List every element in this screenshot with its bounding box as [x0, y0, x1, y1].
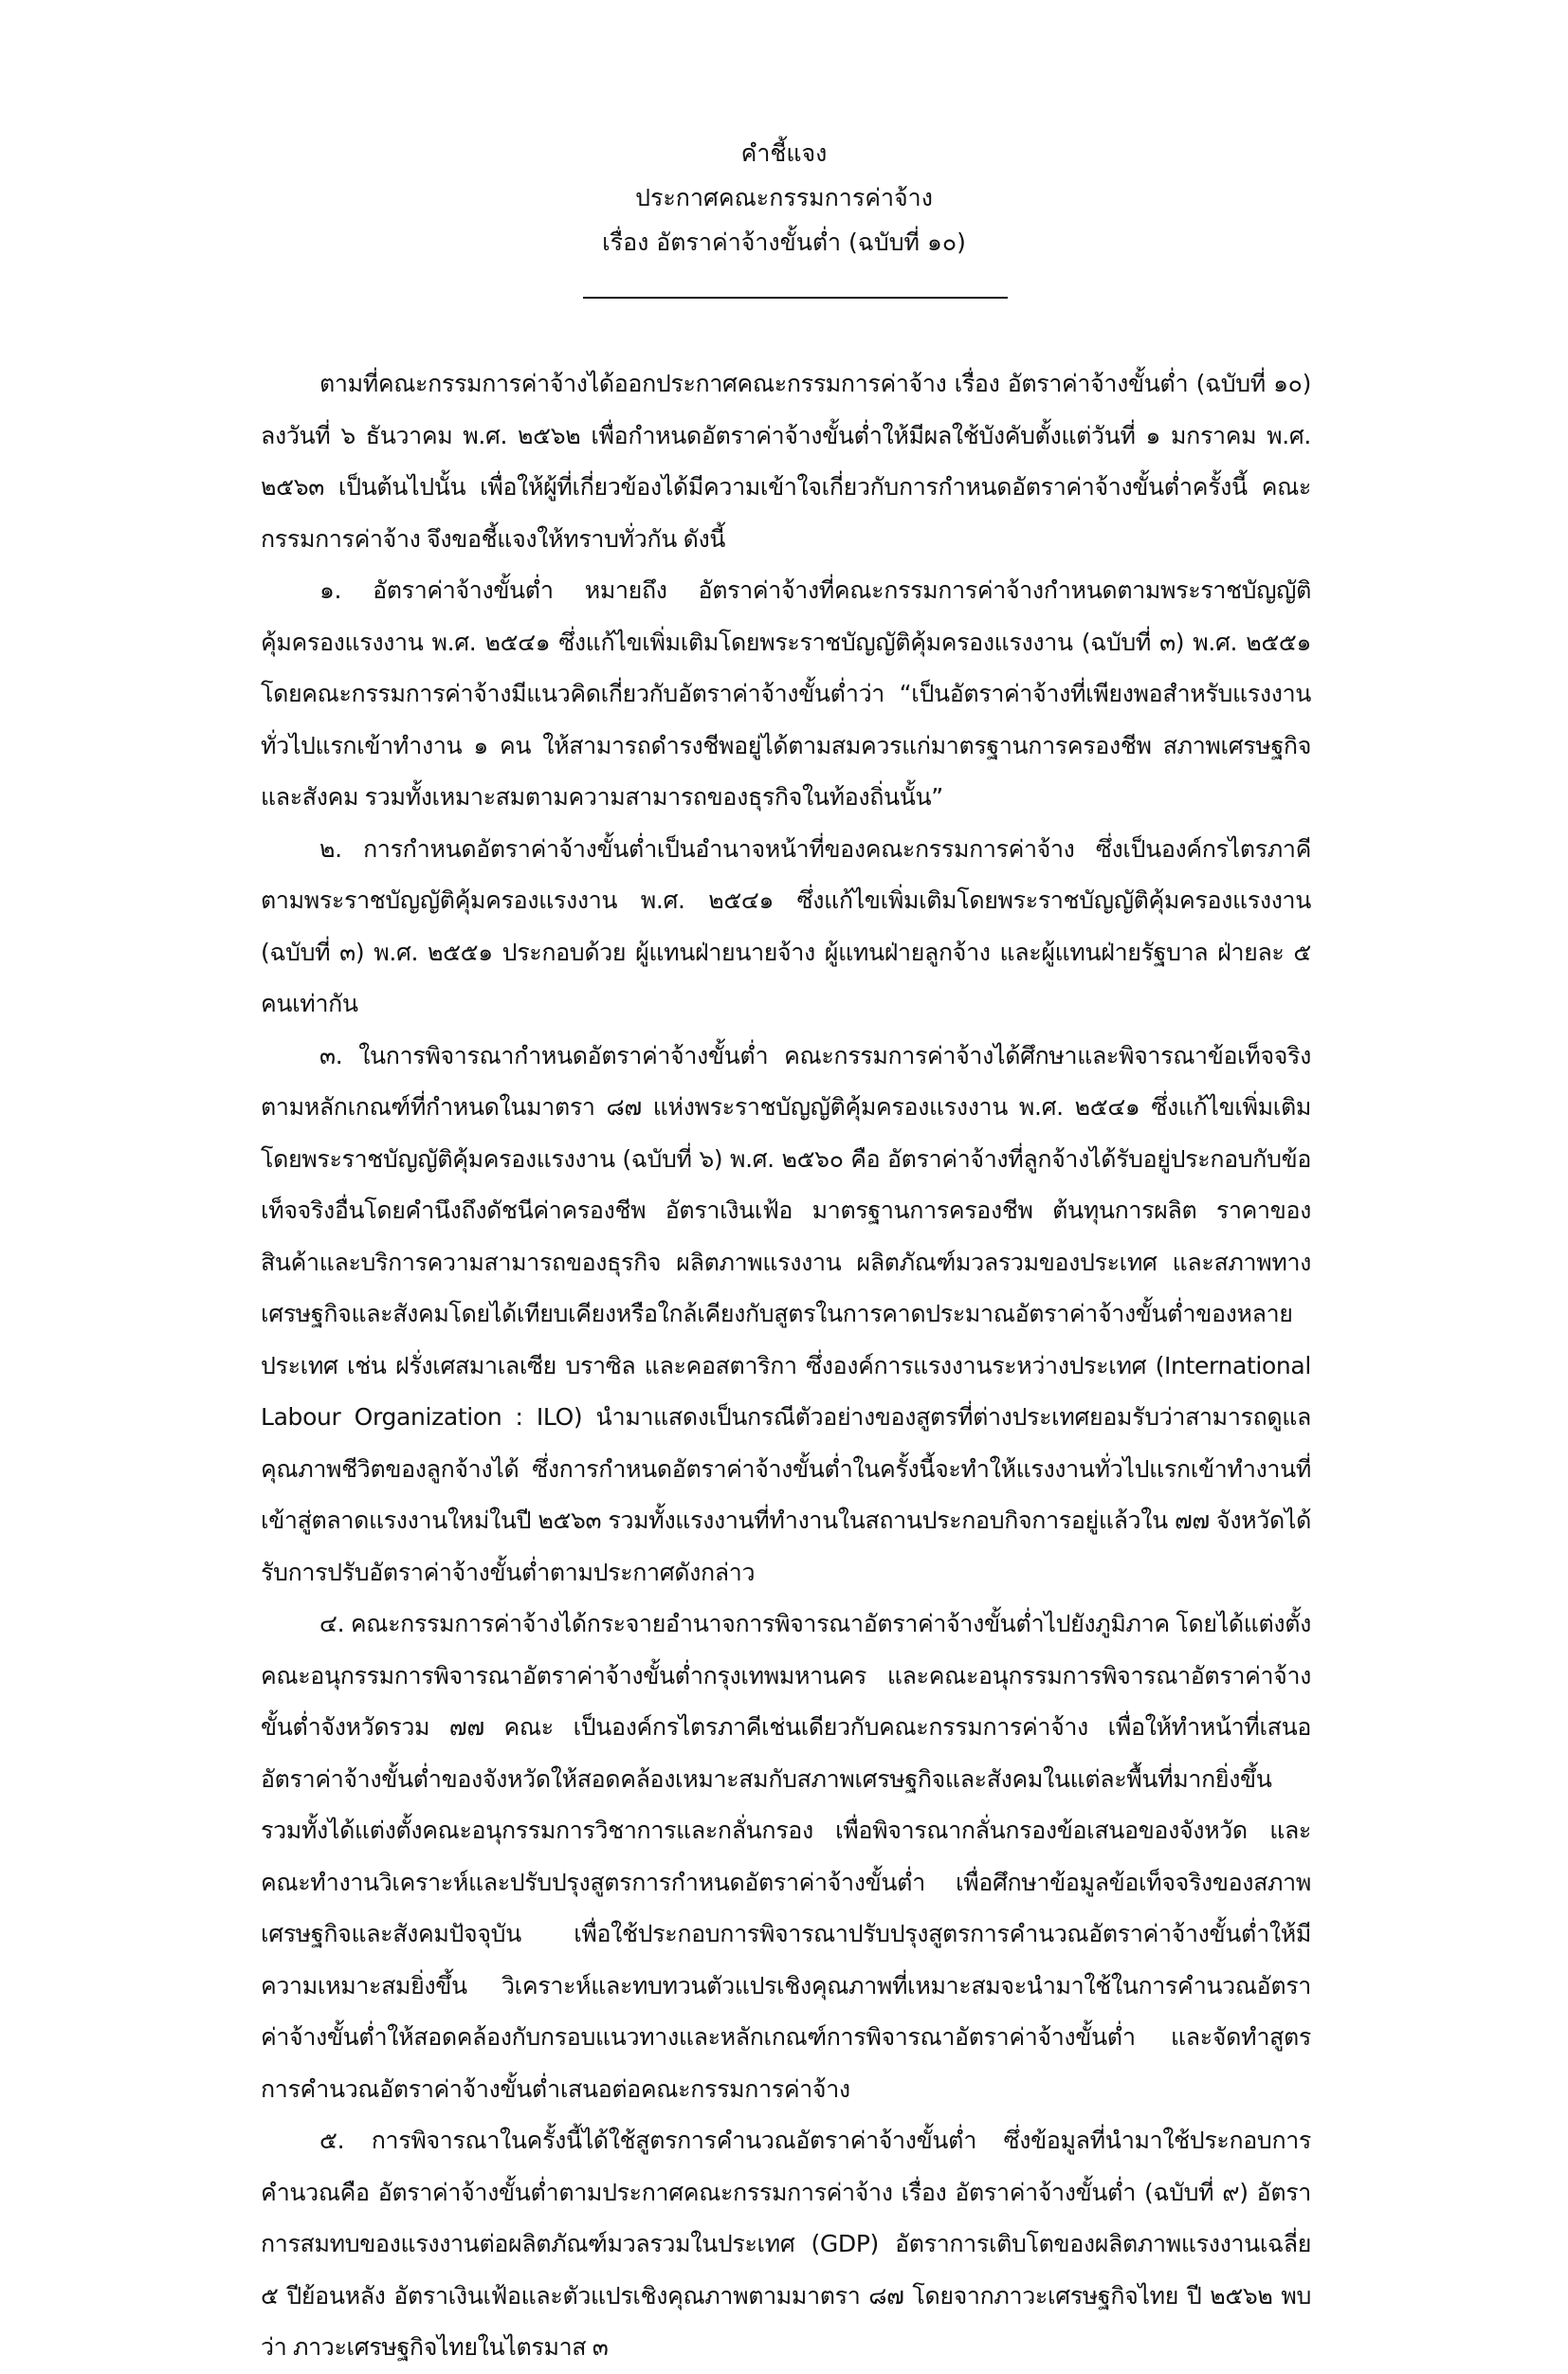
paragraph-5: ๕. การพิจารณาในครั้งนี้ได้ใช้สูตรการคำนวณอัตราค่าจ้างขั้นต่ำ ซึ่งข้อมูลที่นำมาใช้ประกอบการคำนวณคือ อัตราค่าจ้างขั้นต่ำตามประกาศคณะกรรมการค่าจ้าง เรื่อง อัตราค่าจ้างขั้นต่ำ (ฉบับที่ ๙) อัตราการสมทบของแรงงานต่อผลิตภัณฑ์มวลรวมในประเทศ (GDP) อัตราการเติบโตของผลิตภาพแรงงานเฉลี่ย ๕ ปีย้อนหลัง อัตราเงินเฟ้อและตัวแปรเชิงคุณภาพตามมาตรา ๘๗ โดยจากภาวะเศรษฐกิจไทย ปี ๒๕๖๒ พบว่า ภาวะเศรษฐกิจไทยในไตรมาส ๓: [261, 2127, 1311, 2361]
paragraph-1: ๑. อัตราค่าจ้างขั้นต่ำ หมายถึง อัตราค่าจ้างที่คณะกรรมการค่าจ้างกำหนดตามพระราชบัญญัติคุ้มครองแรงงาน พ.ศ. ๒๕๔๑ ซึ่งแก้ไขเพิ่มเติมโดยพระราชบัญญัติคุ้มครองแรงงาน (ฉบับที่ ๓) พ.ศ. ๒๕๕๑ โดยคณะกรรมการค่าจ้างมีแนวคิดเกี่ยวกับอัตราค่าจ้างขั้นต่ำว่า “เป็นอัตราค่าจ้างที่เพียงพอสำหรับแรงงานทั่วไปแรกเข้าทำงาน ๑ คน ให้สามารถดำรงชีพอยู่ได้ตามสมควรแก่มาตรฐานการครองชีพ สภาพเศรษฐกิจและสังคม รวมทั้งเหมาะสมตามความสามารถของธุรกิจในท้องถิ่นนั้น”: [261, 576, 1311, 811]
header-divider: [583, 297, 1008, 299]
paragraph-3: ๓. ในการพิจารณากำหนดอัตราค่าจ้างขั้นต่ำ คณะกรรมการค่าจ้างได้ศึกษาและพิจารณาข้อเท็จจริงตามหลักเกณฑ์ที่กำหนดในมาตรา ๘๗ แห่งพระราชบัญญัติคุ้มครองแรงงาน พ.ศ. ๒๕๔๑ ซึ่งแก้ไขเพิ่มเติมโดยพระราชบัญญัติคุ้มครองแรงงาน (ฉบับที่ ๖) พ.ศ. ๒๕๖๐ คือ อัตราค่าจ้างที่ลูกจ้างได้รับอยู่ประกอบกับข้อเท็จจริงอื่นโดยคำนึงถึงดัชนีค่าครองชีพ อัตราเงินเฟ้อ มาตรฐานการครองชีพ ต้นทุนการผลิต ราคาของสินค้าและบริการความสามารถของธุรกิจ ผลิตภาพแรงงาน ผลิตภัณฑ์มวลรวมของประเทศ และสภาพทางเศรษฐกิจและสังคมโดยได้เทียบเคียงหรือใกล้เคียงกับสูตรในการคาดประมาณอัตราค่าจ้างขั้นต่ำของหลายประเทศ เช่น ฝรั่งเศสมาเลเซีย บราซิล และคอสตาริกา ซึ่งองค์การแรงงานระหว่างประเทศ (International Labour Organization : ILO) นำมาแสดงเป็นกรณีตัวอย่างของสูตรที่ต่างประเทศยอมรับว่าสามารถดูแลคุณภาพชีวิตของลูกจ้างได้ ซึ่งการกำหนดอัตราค่าจ้างขั้นต่ำในครั้งนี้จะทำให้แรงงานทั่วไปแรกเข้าทำงานที่เข้าสู่ตลาดแรงงานใหม่ในปี ๒๕๖๓ รวมทั้งแรงงานที่ทำงานในสถานประกอบกิจการอยู่แล้วใน ๗๗ จังหวัดได้รับการปรับอัตราค่าจ้างขั้นต่ำตามประกาศดังกล่าว: [261, 1041, 1311, 1586]
paragraph-2: ๒. การกำหนดอัตราค่าจ้างขั้นต่ำเป็นอำนาจหน้าที่ของคณะกรรมการค่าจ้าง ซึ่งเป็นองค์กรไตรภาคีตามพระราชบัญญัติคุ้มครองแรงงาน พ.ศ. ๒๕๔๑ ซึ่งแก้ไขเพิ่มเติมโดยพระราชบัญญัติคุ้มครองแรงงาน (ฉบับที่ ๓) พ.ศ. ๒๕๕๑ ประกอบด้วย ผู้แทนฝ่ายนายจ้าง ผู้แทนฝ่ายลูกจ้าง และผู้แทนฝ่ายรัฐบาล ฝ่ายละ ๕ คนเท่ากัน: [261, 834, 1311, 1017]
document-body: [261, 358, 1311, 2374]
paragraph-intro: ตามที่คณะกรรมการค่าจ้างได้ออกประกาศคณะกรรมการค่าจ้าง เรื่อง อัตราค่าจ้างขั้นต่ำ (ฉบับที่ ๑๐) ลงวันที่ ๖ ธันวาคม พ.ศ. ๒๕๖๒ เพื่อกำหนดอัตราค่าจ้างขั้นต่ำให้มีผลใช้บังคับตั้งแต่วันที่ ๑ มกราคม พ.ศ. ๒๕๖๓ เป็นต้นไปนั้น เพื่อให้ผู้ที่เกี่ยวข้องได้มีความเข้าใจเกี่ยวกับการกำหนดอัตราค่าจ้างขั้นต่ำครั้งนี้ คณะกรรมการค่าจ้าง จึงขอชี้แจงให้ทราบทั่วกัน ดังนี้: [261, 370, 1311, 553]
header-subject: เรื่อง อัตราค่าจ้างขั้นต่ำ (ฉบับที่ ๑๐): [602, 228, 966, 256]
header-announcement: ประกาศคณะกรรมการค่าจ้าง: [635, 184, 933, 211]
header-title: คำชี้แจง: [740, 139, 828, 167]
document-header: [0, 131, 1568, 265]
paragraph-4: ๔. คณะกรรมการค่าจ้างได้กระจายอำนาจการพิจารณาอัตราค่าจ้างขั้นต่ำไปยังภูมิภาค โดยได้แต่งตั้งคณะอนุกรรมการพิจารณาอัตราค่าจ้างขั้นต่ำกรุงเทพมหานคร และคณะอนุกรรมการพิจารณาอัตราค่าจ้างขั้นต่ำจังหวัดรวม ๗๗ คณะ เป็นองค์กรไตรภาคีเช่นเดียวกับคณะกรรมการค่าจ้าง เพื่อให้ทำหน้าที่เสนออัตราค่าจ้างขั้นต่ำของจังหวัดให้สอดคล้องเหมาะสมกับสภาพเศรษฐกิจและสังคมในแต่ละพื้นที่มากยิ่งขึ้น รวมทั้งได้แต่งตั้งคณะอนุกรรมการวิชาการและกลั่นกรอง เพื่อพิจารณากลั่นกรองข้อเสนอของจังหวัด และคณะทำงานวิเคราะห์และปรับปรุงสูตรการกำหนดอัตราค่าจ้างขั้นต่ำ เพื่อศึกษาข้อมูลข้อเท็จจริงของสภาพเศรษฐกิจและสังคมปัจจุบัน เพื่อใช้ประกอบการพิจารณาปรับปรุงสูตรการคำนวณอัตราค่าจ้างขั้นต่ำให้มีความเหมาะสมยิ่งขึ้น วิเคราะห์และทบทวนตัวแปรเชิงคุณภาพที่เหมาะสมจะนำมาใช้ในการคำนวณอัตราค่าจ้างขั้นต่ำให้สอดคล้องกับกรอบแนวทางและหลักเกณฑ์การพิจารณาอัตราค่าจ้างขั้นต่ำ และจัดทำสูตรการคำนวณอัตราค่าจ้างขั้นต่ำเสนอต่อคณะกรรมการค่าจ้าง: [261, 1610, 1311, 2103]
